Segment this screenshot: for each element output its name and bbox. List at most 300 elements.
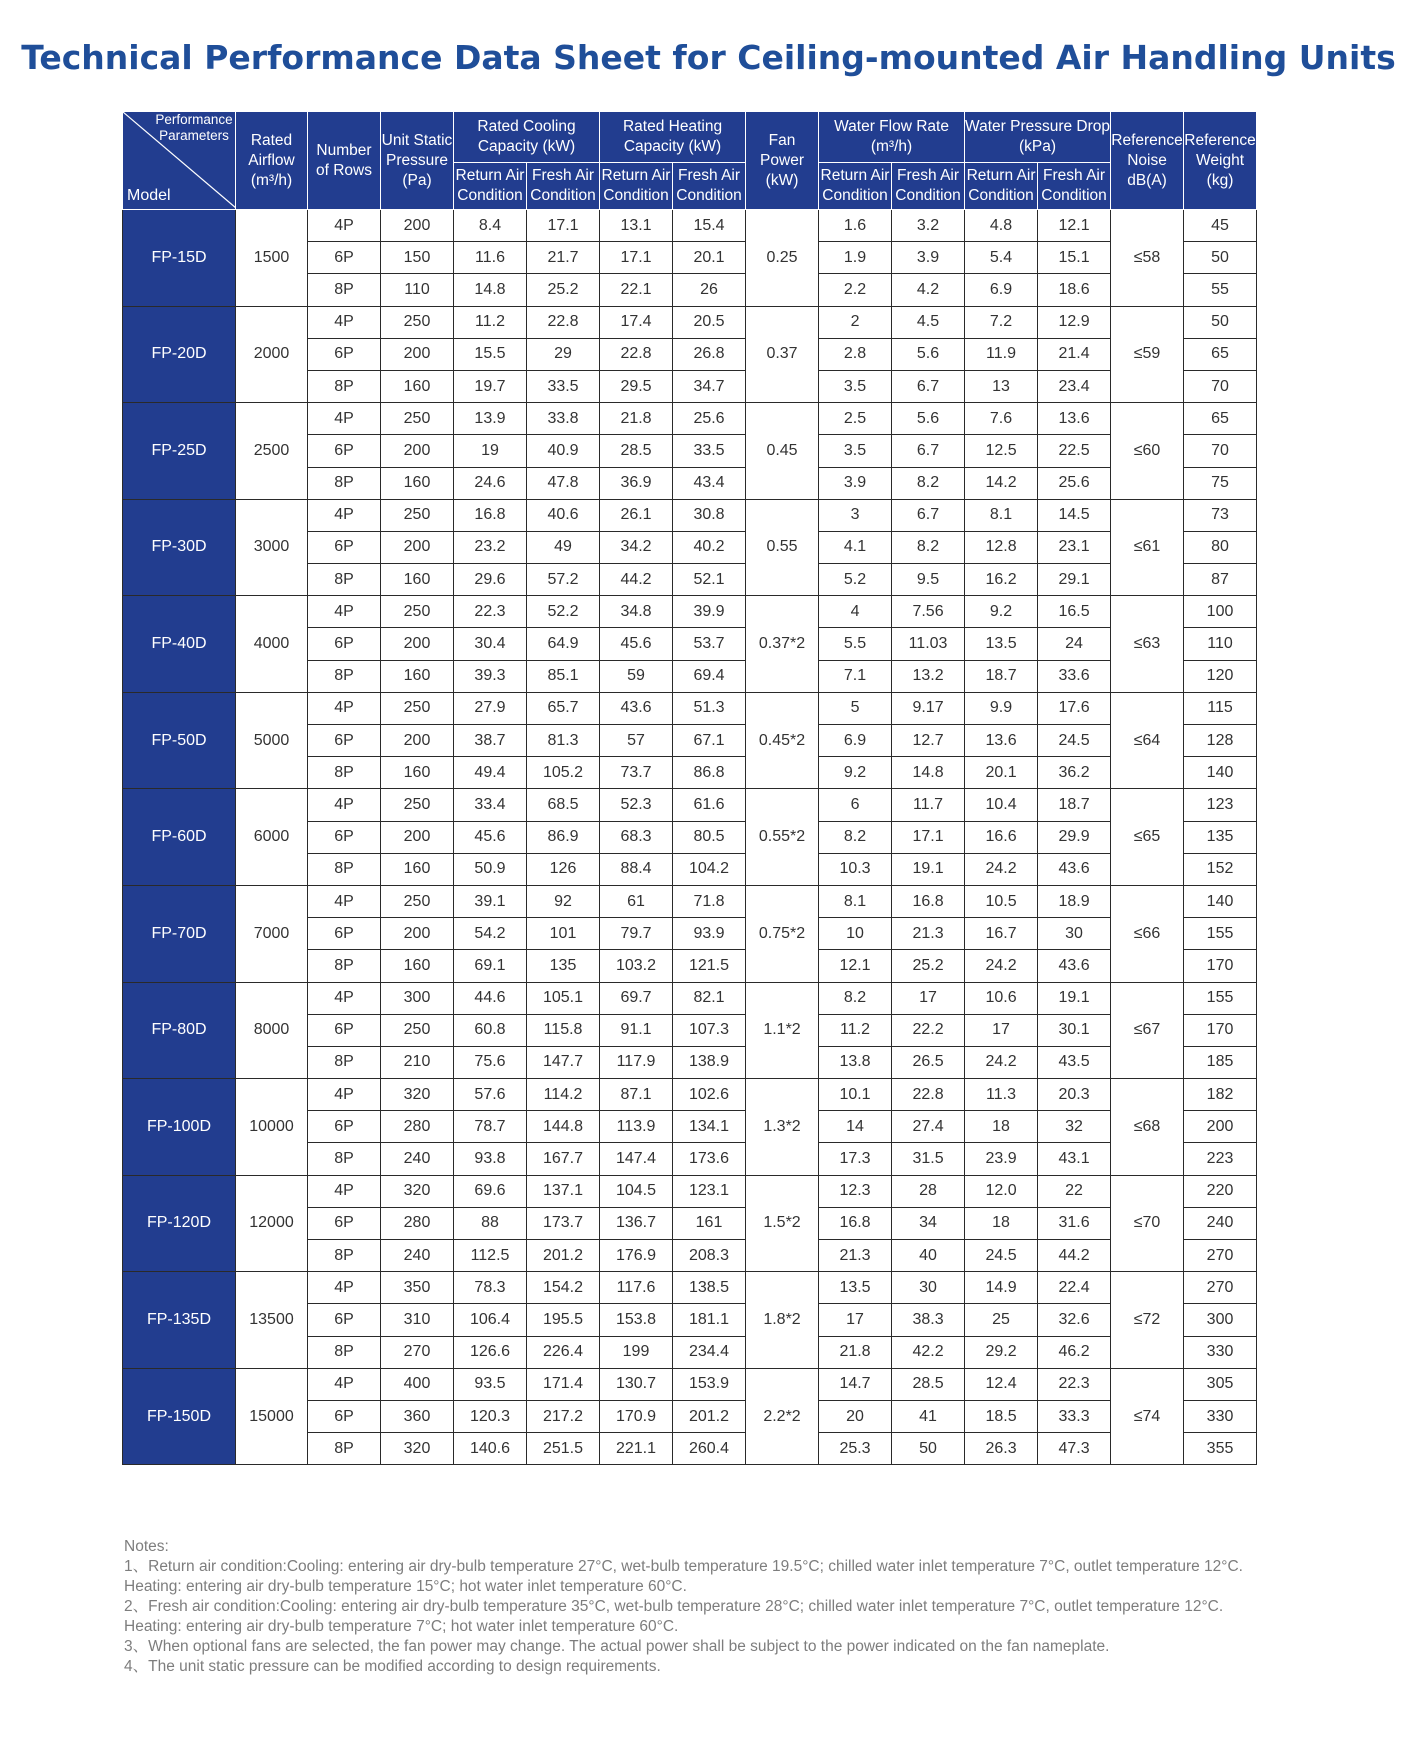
- rows-cell: 8P: [308, 950, 381, 982]
- pressure-drop-fresh-air-cell: 12.9: [1038, 306, 1111, 338]
- static-pressure-cell: 250: [381, 306, 454, 338]
- cooling-fresh-air-cell: 171.4: [527, 1368, 600, 1400]
- model-cell: FP-120D: [123, 1175, 236, 1272]
- notes-heading: Notes:: [124, 1538, 169, 1555]
- heating-fresh-air-cell: 102.6: [673, 1079, 746, 1111]
- weight-cell: 80: [1184, 531, 1257, 563]
- weight-cell: 73: [1184, 499, 1257, 531]
- heating-return-air-cell: 21.8: [600, 403, 673, 435]
- water-flow-return-air-cell: 9.2: [819, 757, 892, 789]
- pressure-drop-fresh-air-cell: 24.5: [1038, 725, 1111, 757]
- pressure-drop-fresh-air-cell: 23.4: [1038, 370, 1111, 402]
- note-line: 1、Return air condition:Cooling: entering air dry-bulb temperature 27°C, wet-bulb temperature 19.5°C; chilled water inlet temperature 7°C, outlet temperature 12°C.: [124, 1558, 1243, 1575]
- water-flow-return-air-cell: 12.1: [819, 950, 892, 982]
- water-flow-return-air-cell: 1.9: [819, 242, 892, 274]
- pressure-drop-return-air-cell: 13.5: [965, 628, 1038, 660]
- water-flow-fresh-air-cell: 6.7: [892, 499, 965, 531]
- weight-cell: 140: [1184, 757, 1257, 789]
- static-pressure-cell: 320: [381, 1175, 454, 1207]
- noise-cell: ≤58: [1111, 210, 1184, 307]
- water-flow-return-air-cell: 2.5: [819, 403, 892, 435]
- cooling-fresh-air-cell: 154.2: [527, 1272, 600, 1304]
- cooling-fresh-air-cell: 47.8: [527, 467, 600, 499]
- model-cell: FP-100D: [123, 1079, 236, 1176]
- model-cell: FP-70D: [123, 885, 236, 982]
- static-pressure-cell: 200: [381, 918, 454, 950]
- rated-airflow-cell: 13500: [236, 1272, 308, 1369]
- cooling-return-air-cell: 75.6: [454, 1046, 527, 1078]
- water-flow-return-air-cell: 8.2: [819, 982, 892, 1014]
- cooling-fresh-air-cell: 33.8: [527, 403, 600, 435]
- pressure-drop-fresh-air-cell: 14.5: [1038, 499, 1111, 531]
- table-row: [123, 210, 1257, 242]
- static-pressure-cell: 250: [381, 499, 454, 531]
- heating-return-air-cell: 22.8: [600, 338, 673, 370]
- corner-label-parameters: Performance Parameters: [155, 112, 233, 143]
- water-flow-fresh-air-cell: 4.2: [892, 274, 965, 306]
- cooling-return-air-cell: 23.2: [454, 531, 527, 563]
- water-flow-fresh-air-cell: 9.17: [892, 692, 965, 724]
- table-row: [123, 1079, 1257, 1111]
- static-pressure-cell: 160: [381, 853, 454, 885]
- rows-cell: 6P: [308, 338, 381, 370]
- water-flow-return-air-cell: 10.1: [819, 1079, 892, 1111]
- heating-return-air-cell: 103.2: [600, 950, 673, 982]
- fan-power-cell: 0.45: [746, 403, 819, 500]
- model-cell: FP-20D: [123, 306, 236, 403]
- pressure-drop-fresh-air-cell: 32: [1038, 1111, 1111, 1143]
- rows-cell: 8P: [308, 1046, 381, 1078]
- water-flow-fresh-air-cell: 11.03: [892, 628, 965, 660]
- cooling-fresh-air-cell: 25.2: [527, 274, 600, 306]
- water-flow-return-air-cell: 2: [819, 306, 892, 338]
- rows-cell: 4P: [308, 1272, 381, 1304]
- cooling-return-air-cell: 57.6: [454, 1079, 527, 1111]
- water-flow-fresh-air-cell: 41: [892, 1400, 965, 1432]
- rated-airflow-cell: 10000: [236, 1079, 308, 1176]
- weight-cell: 330: [1184, 1400, 1257, 1432]
- rows-cell: 8P: [308, 274, 381, 306]
- static-pressure-cell: 250: [381, 403, 454, 435]
- cooling-return-air-cell: 30.4: [454, 628, 527, 660]
- water-flow-fresh-air-cell: 3.2: [892, 210, 965, 242]
- rows-cell: 4P: [308, 306, 381, 338]
- pressure-drop-return-air-cell: 29.2: [965, 1336, 1038, 1368]
- heating-return-air-cell: 73.7: [600, 757, 673, 789]
- heating-fresh-air-cell: 161: [673, 1207, 746, 1239]
- cooling-return-air-cell: 69.1: [454, 950, 527, 982]
- pressure-drop-fresh-air-cell: 19.1: [1038, 982, 1111, 1014]
- cooling-fresh-air-cell: 81.3: [527, 725, 600, 757]
- heating-return-air-cell: 153.8: [600, 1304, 673, 1336]
- water-flow-fresh-air-cell: 6.7: [892, 435, 965, 467]
- pressure-drop-return-air-cell: 6.9: [965, 274, 1038, 306]
- static-pressure-cell: 200: [381, 628, 454, 660]
- cooling-fresh-air-cell: 65.7: [527, 692, 600, 724]
- pressure-drop-return-air-cell: 11.9: [965, 338, 1038, 370]
- cooling-return-air-cell: 38.7: [454, 725, 527, 757]
- heating-fresh-air-cell: 34.7: [673, 370, 746, 402]
- table-row: [123, 1368, 1257, 1400]
- cooling-return-air-cell: 19: [454, 435, 527, 467]
- heating-return-air-cell: 117.9: [600, 1046, 673, 1078]
- pressure-drop-fresh-air-cell: 17.6: [1038, 692, 1111, 724]
- pressure-drop-fresh-air-cell: 33.6: [1038, 660, 1111, 692]
- water-flow-return-air-cell: 5.5: [819, 628, 892, 660]
- weight-cell: 123: [1184, 789, 1257, 821]
- heating-return-air-cell: 17.1: [600, 242, 673, 274]
- cooling-return-air-cell: 106.4: [454, 1304, 527, 1336]
- water-flow-return-air-cell: 16.8: [819, 1207, 892, 1239]
- pressure-drop-return-air-cell: 9.2: [965, 596, 1038, 628]
- pressure-drop-fresh-air-cell: 13.6: [1038, 403, 1111, 435]
- static-pressure-cell: 240: [381, 1240, 454, 1272]
- water-flow-fresh-air-cell: 26.5: [892, 1046, 965, 1078]
- rows-cell: 6P: [308, 242, 381, 274]
- water-flow-fresh-air-cell: 7.56: [892, 596, 965, 628]
- noise-cell: ≤74: [1111, 1368, 1184, 1465]
- water-flow-fresh-air-cell: 14.8: [892, 757, 965, 789]
- rated-airflow-cell: 2000: [236, 306, 308, 403]
- water-flow-return-air-cell: 6: [819, 789, 892, 821]
- cooling-return-air-cell: 27.9: [454, 692, 527, 724]
- cooling-fresh-air-cell: 115.8: [527, 1014, 600, 1046]
- static-pressure-cell: 360: [381, 1400, 454, 1432]
- heating-return-air-cell: 52.3: [600, 789, 673, 821]
- heating-return-air-cell: 13.1: [600, 210, 673, 242]
- pressure-drop-return-air-cell: 18.7: [965, 660, 1038, 692]
- water-flow-fresh-air-cell: 9.5: [892, 564, 965, 596]
- water-flow-return-air-cell: 3: [819, 499, 892, 531]
- note-line: Heating: entering air dry-bulb temperature 7°C; hot water inlet temperature 60°C.: [124, 1618, 679, 1635]
- static-pressure-cell: 400: [381, 1368, 454, 1400]
- pressure-drop-fresh-air-cell: 20.3: [1038, 1079, 1111, 1111]
- pressure-drop-fresh-air-cell: 44.2: [1038, 1240, 1111, 1272]
- cooling-fresh-air-cell: 40.9: [527, 435, 600, 467]
- water-flow-fresh-air-cell: 3.9: [892, 242, 965, 274]
- cooling-return-air-cell: 78.7: [454, 1111, 527, 1143]
- heating-return-air-cell: 113.9: [600, 1111, 673, 1143]
- model-cell: FP-15D: [123, 210, 236, 307]
- rows-cell: 6P: [308, 1111, 381, 1143]
- cooling-return-air-cell: 140.6: [454, 1433, 527, 1465]
- rated-airflow-cell: 4000: [236, 596, 308, 693]
- rows-cell: 6P: [308, 1400, 381, 1432]
- water-flow-return-air-cell: 13.8: [819, 1046, 892, 1078]
- static-pressure-cell: 160: [381, 467, 454, 499]
- weight-cell: 70: [1184, 370, 1257, 402]
- note-line: 3、When optional fans are selected, the fan power may change. The actual power shall be subject to the power indicated on the fan nameplate.: [124, 1638, 1110, 1655]
- water-flow-return-air-cell: 3.5: [819, 435, 892, 467]
- cooling-fresh-air-cell: 173.7: [527, 1207, 600, 1239]
- water-flow-return-air-cell: 10: [819, 918, 892, 950]
- heating-fresh-air-cell: 138.9: [673, 1046, 746, 1078]
- weight-cell: 100: [1184, 596, 1257, 628]
- fan-power-cell: 0.45*2: [746, 692, 819, 789]
- water-flow-return-air-cell: 11.2: [819, 1014, 892, 1046]
- performance-table: [122, 111, 1257, 1465]
- pressure-drop-return-air-cell: 10.6: [965, 982, 1038, 1014]
- pressure-drop-fresh-air-cell: 30: [1038, 918, 1111, 950]
- pressure-drop-fresh-air-cell: 21.4: [1038, 338, 1111, 370]
- rated-airflow-cell: 3000: [236, 499, 308, 596]
- heating-return-air-cell: 170.9: [600, 1400, 673, 1432]
- water-flow-return-air-cell: 8.1: [819, 885, 892, 917]
- rows-cell: 8P: [308, 853, 381, 885]
- water-flow-fresh-air-cell: 17: [892, 982, 965, 1014]
- static-pressure-cell: 110: [381, 274, 454, 306]
- heating-return-air-cell: 79.7: [600, 918, 673, 950]
- cooling-fresh-air-cell: 201.2: [527, 1240, 600, 1272]
- water-flow-fresh-air-cell: 6.7: [892, 370, 965, 402]
- rows-cell: 6P: [308, 1014, 381, 1046]
- noise-cell: ≤61: [1111, 499, 1184, 596]
- static-pressure-cell: 280: [381, 1207, 454, 1239]
- static-pressure-cell: 200: [381, 531, 454, 563]
- cooling-return-air-cell: 16.8: [454, 499, 527, 531]
- water-flow-return-air-cell: 25.3: [819, 1433, 892, 1465]
- cooling-fresh-air-cell: 40.6: [527, 499, 600, 531]
- static-pressure-cell: 200: [381, 821, 454, 853]
- pressure-drop-fresh-air-cell: 22: [1038, 1175, 1111, 1207]
- heating-return-air-cell: 68.3: [600, 821, 673, 853]
- header-water-pressure-drop: Water Pressure Drop (kPa): [965, 112, 1111, 163]
- heating-return-air-cell: 57: [600, 725, 673, 757]
- water-flow-return-air-cell: 21.8: [819, 1336, 892, 1368]
- heating-return-air-cell: 61: [600, 885, 673, 917]
- heating-fresh-air-cell: 26.8: [673, 338, 746, 370]
- subheader-drop-fresh-air: Fresh Air Condition: [1038, 163, 1111, 210]
- water-flow-fresh-air-cell: 8.2: [892, 531, 965, 563]
- heating-fresh-air-cell: 123.1: [673, 1175, 746, 1207]
- cooling-return-air-cell: 13.9: [454, 403, 527, 435]
- static-pressure-cell: 240: [381, 1143, 454, 1175]
- pressure-drop-fresh-air-cell: 43.1: [1038, 1143, 1111, 1175]
- pressure-drop-fresh-air-cell: 43.5: [1038, 1046, 1111, 1078]
- pressure-drop-fresh-air-cell: 30.1: [1038, 1014, 1111, 1046]
- header-heating-capacity: Rated Heating Capacity (kW): [600, 112, 746, 163]
- fan-power-cell: 1.1*2: [746, 982, 819, 1079]
- pressure-drop-return-air-cell: 20.1: [965, 757, 1038, 789]
- weight-cell: 70: [1184, 435, 1257, 467]
- weight-cell: 75: [1184, 467, 1257, 499]
- table-body: [123, 210, 1257, 1465]
- cooling-return-air-cell: 126.6: [454, 1336, 527, 1368]
- heating-fresh-air-cell: 39.9: [673, 596, 746, 628]
- water-flow-return-air-cell: 5.2: [819, 564, 892, 596]
- water-flow-return-air-cell: 13.5: [819, 1272, 892, 1304]
- note-line: 4、The unit static pressure can be modified according to design requirements.: [124, 1658, 661, 1675]
- heating-return-air-cell: 22.1: [600, 274, 673, 306]
- heating-return-air-cell: 117.6: [600, 1272, 673, 1304]
- fan-power-cell: 0.37*2: [746, 596, 819, 693]
- weight-cell: 128: [1184, 725, 1257, 757]
- pressure-drop-fresh-air-cell: 24: [1038, 628, 1111, 660]
- pressure-drop-return-air-cell: 10.5: [965, 885, 1038, 917]
- static-pressure-cell: 250: [381, 692, 454, 724]
- header-fan-power: Fan Power (kW): [746, 112, 819, 210]
- heating-fresh-air-cell: 80.5: [673, 821, 746, 853]
- heating-return-air-cell: 43.6: [600, 692, 673, 724]
- model-cell: FP-40D: [123, 596, 236, 693]
- heating-return-air-cell: 28.5: [600, 435, 673, 467]
- weight-cell: 140: [1184, 885, 1257, 917]
- heating-fresh-air-cell: 61.6: [673, 789, 746, 821]
- weight-cell: 120: [1184, 660, 1257, 692]
- cooling-fresh-air-cell: 101: [527, 918, 600, 950]
- weight-cell: 305: [1184, 1368, 1257, 1400]
- water-flow-return-air-cell: 6.9: [819, 725, 892, 757]
- heating-fresh-air-cell: 26: [673, 274, 746, 306]
- cooling-return-air-cell: 49.4: [454, 757, 527, 789]
- heating-fresh-air-cell: 20.5: [673, 306, 746, 338]
- noise-cell: ≤60: [1111, 403, 1184, 500]
- rows-cell: 8P: [308, 370, 381, 402]
- water-flow-return-air-cell: 21.3: [819, 1240, 892, 1272]
- table-row: [123, 692, 1257, 724]
- heating-fresh-air-cell: 138.5: [673, 1272, 746, 1304]
- table-row: [123, 789, 1257, 821]
- cooling-fresh-air-cell: 144.8: [527, 1111, 600, 1143]
- weight-cell: 45: [1184, 210, 1257, 242]
- pressure-drop-return-air-cell: 10.4: [965, 789, 1038, 821]
- weight-cell: 220: [1184, 1175, 1257, 1207]
- cooling-return-air-cell: 45.6: [454, 821, 527, 853]
- noise-cell: ≤68: [1111, 1079, 1184, 1176]
- pressure-drop-return-air-cell: 7.2: [965, 306, 1038, 338]
- header-cooling-capacity: Rated Cooling Capacity (kW): [454, 112, 600, 163]
- rated-airflow-cell: 5000: [236, 692, 308, 789]
- heating-fresh-air-cell: 43.4: [673, 467, 746, 499]
- rated-airflow-cell: 12000: [236, 1175, 308, 1272]
- heating-fresh-air-cell: 33.5: [673, 435, 746, 467]
- heating-return-air-cell: 88.4: [600, 853, 673, 885]
- rows-cell: 4P: [308, 1175, 381, 1207]
- heating-return-air-cell: 17.4: [600, 306, 673, 338]
- header-rated-airflow: Rated Airflow (m³/h): [236, 112, 308, 210]
- pressure-drop-return-air-cell: 16.2: [965, 564, 1038, 596]
- weight-cell: 185: [1184, 1046, 1257, 1078]
- static-pressure-cell: 350: [381, 1272, 454, 1304]
- heating-fresh-air-cell: 69.4: [673, 660, 746, 692]
- subheader-heating-fresh-air: Fresh Air Condition: [673, 163, 746, 210]
- fan-power-cell: 1.8*2: [746, 1272, 819, 1369]
- pressure-drop-fresh-air-cell: 46.2: [1038, 1336, 1111, 1368]
- corner-label-model: Model: [127, 187, 171, 204]
- pressure-drop-return-air-cell: 12.5: [965, 435, 1038, 467]
- cooling-return-air-cell: 22.3: [454, 596, 527, 628]
- cooling-fresh-air-cell: 86.9: [527, 821, 600, 853]
- water-flow-fresh-air-cell: 42.2: [892, 1336, 965, 1368]
- water-flow-return-air-cell: 5: [819, 692, 892, 724]
- static-pressure-cell: 270: [381, 1336, 454, 1368]
- fan-power-cell: 2.2*2: [746, 1368, 819, 1465]
- heating-fresh-air-cell: 134.1: [673, 1111, 746, 1143]
- water-flow-return-air-cell: 7.1: [819, 660, 892, 692]
- heating-fresh-air-cell: 25.6: [673, 403, 746, 435]
- pressure-drop-fresh-air-cell: 15.1: [1038, 242, 1111, 274]
- weight-cell: 152: [1184, 853, 1257, 885]
- cooling-return-air-cell: 11.6: [454, 242, 527, 274]
- header-reference-weight: Reference Weight (kg): [1184, 112, 1257, 210]
- model-cell: FP-50D: [123, 692, 236, 789]
- water-flow-return-air-cell: 1.6: [819, 210, 892, 242]
- weight-cell: 50: [1184, 306, 1257, 338]
- water-flow-fresh-air-cell: 4.5: [892, 306, 965, 338]
- cooling-fresh-air-cell: 137.1: [527, 1175, 600, 1207]
- rows-cell: 6P: [308, 1304, 381, 1336]
- subheader-cooling-return-air: Return Air Condition: [454, 163, 527, 210]
- water-flow-fresh-air-cell: 21.3: [892, 918, 965, 950]
- static-pressure-cell: 200: [381, 435, 454, 467]
- heating-fresh-air-cell: 104.2: [673, 853, 746, 885]
- rows-cell: 4P: [308, 403, 381, 435]
- weight-cell: 115: [1184, 692, 1257, 724]
- pressure-drop-return-air-cell: 16.7: [965, 918, 1038, 950]
- cooling-return-air-cell: 15.5: [454, 338, 527, 370]
- pressure-drop-return-air-cell: 18.5: [965, 1400, 1038, 1432]
- cooling-fresh-air-cell: 22.8: [527, 306, 600, 338]
- pressure-drop-return-air-cell: 13.6: [965, 725, 1038, 757]
- table-header: [123, 112, 1257, 210]
- cooling-fresh-air-cell: 217.2: [527, 1400, 600, 1432]
- heating-return-air-cell: 26.1: [600, 499, 673, 531]
- pressure-drop-return-air-cell: 9.9: [965, 692, 1038, 724]
- weight-cell: 155: [1184, 982, 1257, 1014]
- rows-cell: 6P: [308, 918, 381, 950]
- fan-power-cell: 0.55: [746, 499, 819, 596]
- weight-cell: 182: [1184, 1079, 1257, 1111]
- pressure-drop-return-air-cell: 4.8: [965, 210, 1038, 242]
- water-flow-fresh-air-cell: 5.6: [892, 403, 965, 435]
- weight-cell: 110: [1184, 628, 1257, 660]
- noise-cell: ≤66: [1111, 885, 1184, 982]
- noise-cell: ≤67: [1111, 982, 1184, 1079]
- rows-cell: 6P: [308, 531, 381, 563]
- cooling-fresh-air-cell: 135: [527, 950, 600, 982]
- rows-cell: 6P: [308, 435, 381, 467]
- cooling-return-air-cell: 39.3: [454, 660, 527, 692]
- pressure-drop-return-air-cell: 24.2: [965, 1046, 1038, 1078]
- cooling-return-air-cell: 33.4: [454, 789, 527, 821]
- pressure-drop-return-air-cell: 12.0: [965, 1175, 1038, 1207]
- note-line: 2、Fresh air condition:Cooling: entering air dry-bulb temperature 35°C, wet-bulb temperature 28°C; chilled water inlet temperature 7°C, outlet temperature 12°C.: [124, 1598, 1224, 1615]
- fan-power-cell: 1.3*2: [746, 1079, 819, 1176]
- pressure-drop-fresh-air-cell: 22.3: [1038, 1368, 1111, 1400]
- pressure-drop-return-air-cell: 24.5: [965, 1240, 1038, 1272]
- cooling-fresh-air-cell: 195.5: [527, 1304, 600, 1336]
- pressure-drop-fresh-air-cell: 18.7: [1038, 789, 1111, 821]
- pressure-drop-return-air-cell: 24.2: [965, 853, 1038, 885]
- noise-cell: ≤64: [1111, 692, 1184, 789]
- pressure-drop-return-air-cell: 18: [965, 1111, 1038, 1143]
- rows-cell: 4P: [308, 885, 381, 917]
- water-flow-fresh-air-cell: 11.7: [892, 789, 965, 821]
- pressure-drop-return-air-cell: 24.2: [965, 950, 1038, 982]
- pressure-drop-return-air-cell: 5.4: [965, 242, 1038, 274]
- pressure-drop-fresh-air-cell: 29.9: [1038, 821, 1111, 853]
- static-pressure-cell: 150: [381, 242, 454, 274]
- page-title: Technical Performance Data Sheet for Ceiling-mounted Air Handling Units: [21, 38, 1396, 77]
- heating-return-air-cell: 29.5: [600, 370, 673, 402]
- cooling-return-air-cell: 14.8: [454, 274, 527, 306]
- cooling-fresh-air-cell: 251.5: [527, 1433, 600, 1465]
- rated-airflow-cell: 1500: [236, 210, 308, 307]
- water-flow-fresh-air-cell: 34: [892, 1207, 965, 1239]
- cooling-fresh-air-cell: 68.5: [527, 789, 600, 821]
- noise-cell: ≤59: [1111, 306, 1184, 403]
- cooling-fresh-air-cell: 17.1: [527, 210, 600, 242]
